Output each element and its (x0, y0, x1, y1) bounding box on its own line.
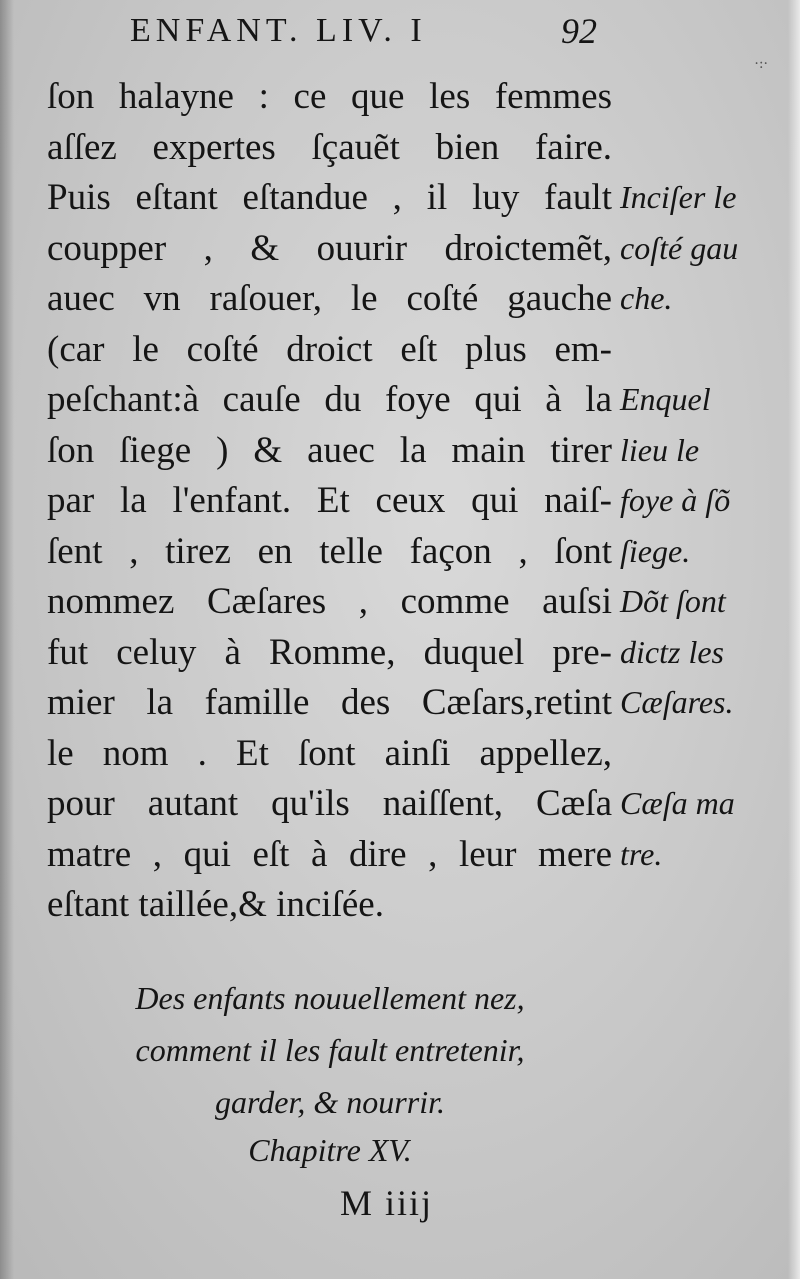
text-line: peſchant:à cauſe du foye qui à la (47, 379, 612, 420)
text-line: Puis eſtant eſtandue , il luy fault (47, 177, 612, 218)
chapter-title (80, 972, 580, 1128)
signature-mark: M iiij (340, 1183, 434, 1223)
ink-speck: ·:· (754, 56, 768, 72)
page-edge (788, 0, 800, 1279)
gutter-shadow (0, 0, 14, 1279)
margin-note-line: ſiege. (620, 532, 691, 569)
margin-note-line: Enquel (620, 381, 711, 417)
margin-note-line: Cæſa ma (620, 785, 735, 821)
text-line: aſſez expertes ſçauẽt bien faire. (47, 126, 612, 168)
page-number: 92 (561, 11, 597, 51)
margin-note-line: che. (620, 280, 673, 316)
text-line: ſon halayne : ce que les femmes (47, 76, 612, 117)
text-line: mier la famille des Cæſars,retint (47, 682, 612, 723)
margin-note (620, 576, 780, 728)
margin-notes (620, 172, 780, 879)
running-head: ENFANT. LIV. I (130, 12, 427, 49)
text-line: eſtant taillée,& inciſée. (47, 884, 384, 925)
page-header (118, 12, 618, 52)
text-line: nommez Cæſares , comme auſsi (47, 581, 612, 622)
text-line: ſon ſiege ) & auec la main tirer (47, 429, 612, 471)
margin-note-line: Inciſer le (620, 179, 737, 215)
text-line: (car le coſté droict eſt plus em- (47, 328, 612, 370)
margin-note-line: Cæſares. (620, 684, 734, 720)
text-line: ſent , tirez en telle façon , ſont (47, 530, 612, 572)
margin-note-line: lieu le (620, 431, 700, 468)
text-line: fut celuy à Romme, duquel pre- (47, 631, 612, 673)
chapter-title-line: Des enfants nouuellement nez, (135, 980, 525, 1016)
body-text (47, 72, 612, 931)
text-line: coupper , & ouurir droictemẽt, (47, 227, 612, 269)
margin-note-line: coſté gau (620, 229, 739, 266)
text-line: par la l'enfant. Et ceux qui naiſ- (47, 480, 612, 521)
margin-note-line: foye à ſõ (620, 482, 731, 518)
margin-note-line: tre. (620, 835, 663, 872)
chapter-title-line: comment il les fault entretenir, (135, 1032, 525, 1068)
margin-note (620, 374, 780, 576)
margin-note (620, 172, 780, 324)
text-line: auec vn raſouer, le coſté gauche (47, 278, 612, 319)
chapter-title-line: garder, & nourrir. (215, 1084, 445, 1120)
text-line: matre , qui eſt à dire , leur mere (47, 833, 612, 875)
margin-note (620, 778, 780, 879)
chapter-number: Chapitre XV. (248, 1132, 412, 1168)
margin-note-line: Dõt ſont (620, 583, 726, 619)
text-line: pour autant qu'ils naiſſent, Cæſa (47, 783, 612, 824)
text-line: le nom . Et ſont ainſi appellez, (47, 732, 612, 774)
margin-note-line: dictz les (620, 633, 724, 670)
